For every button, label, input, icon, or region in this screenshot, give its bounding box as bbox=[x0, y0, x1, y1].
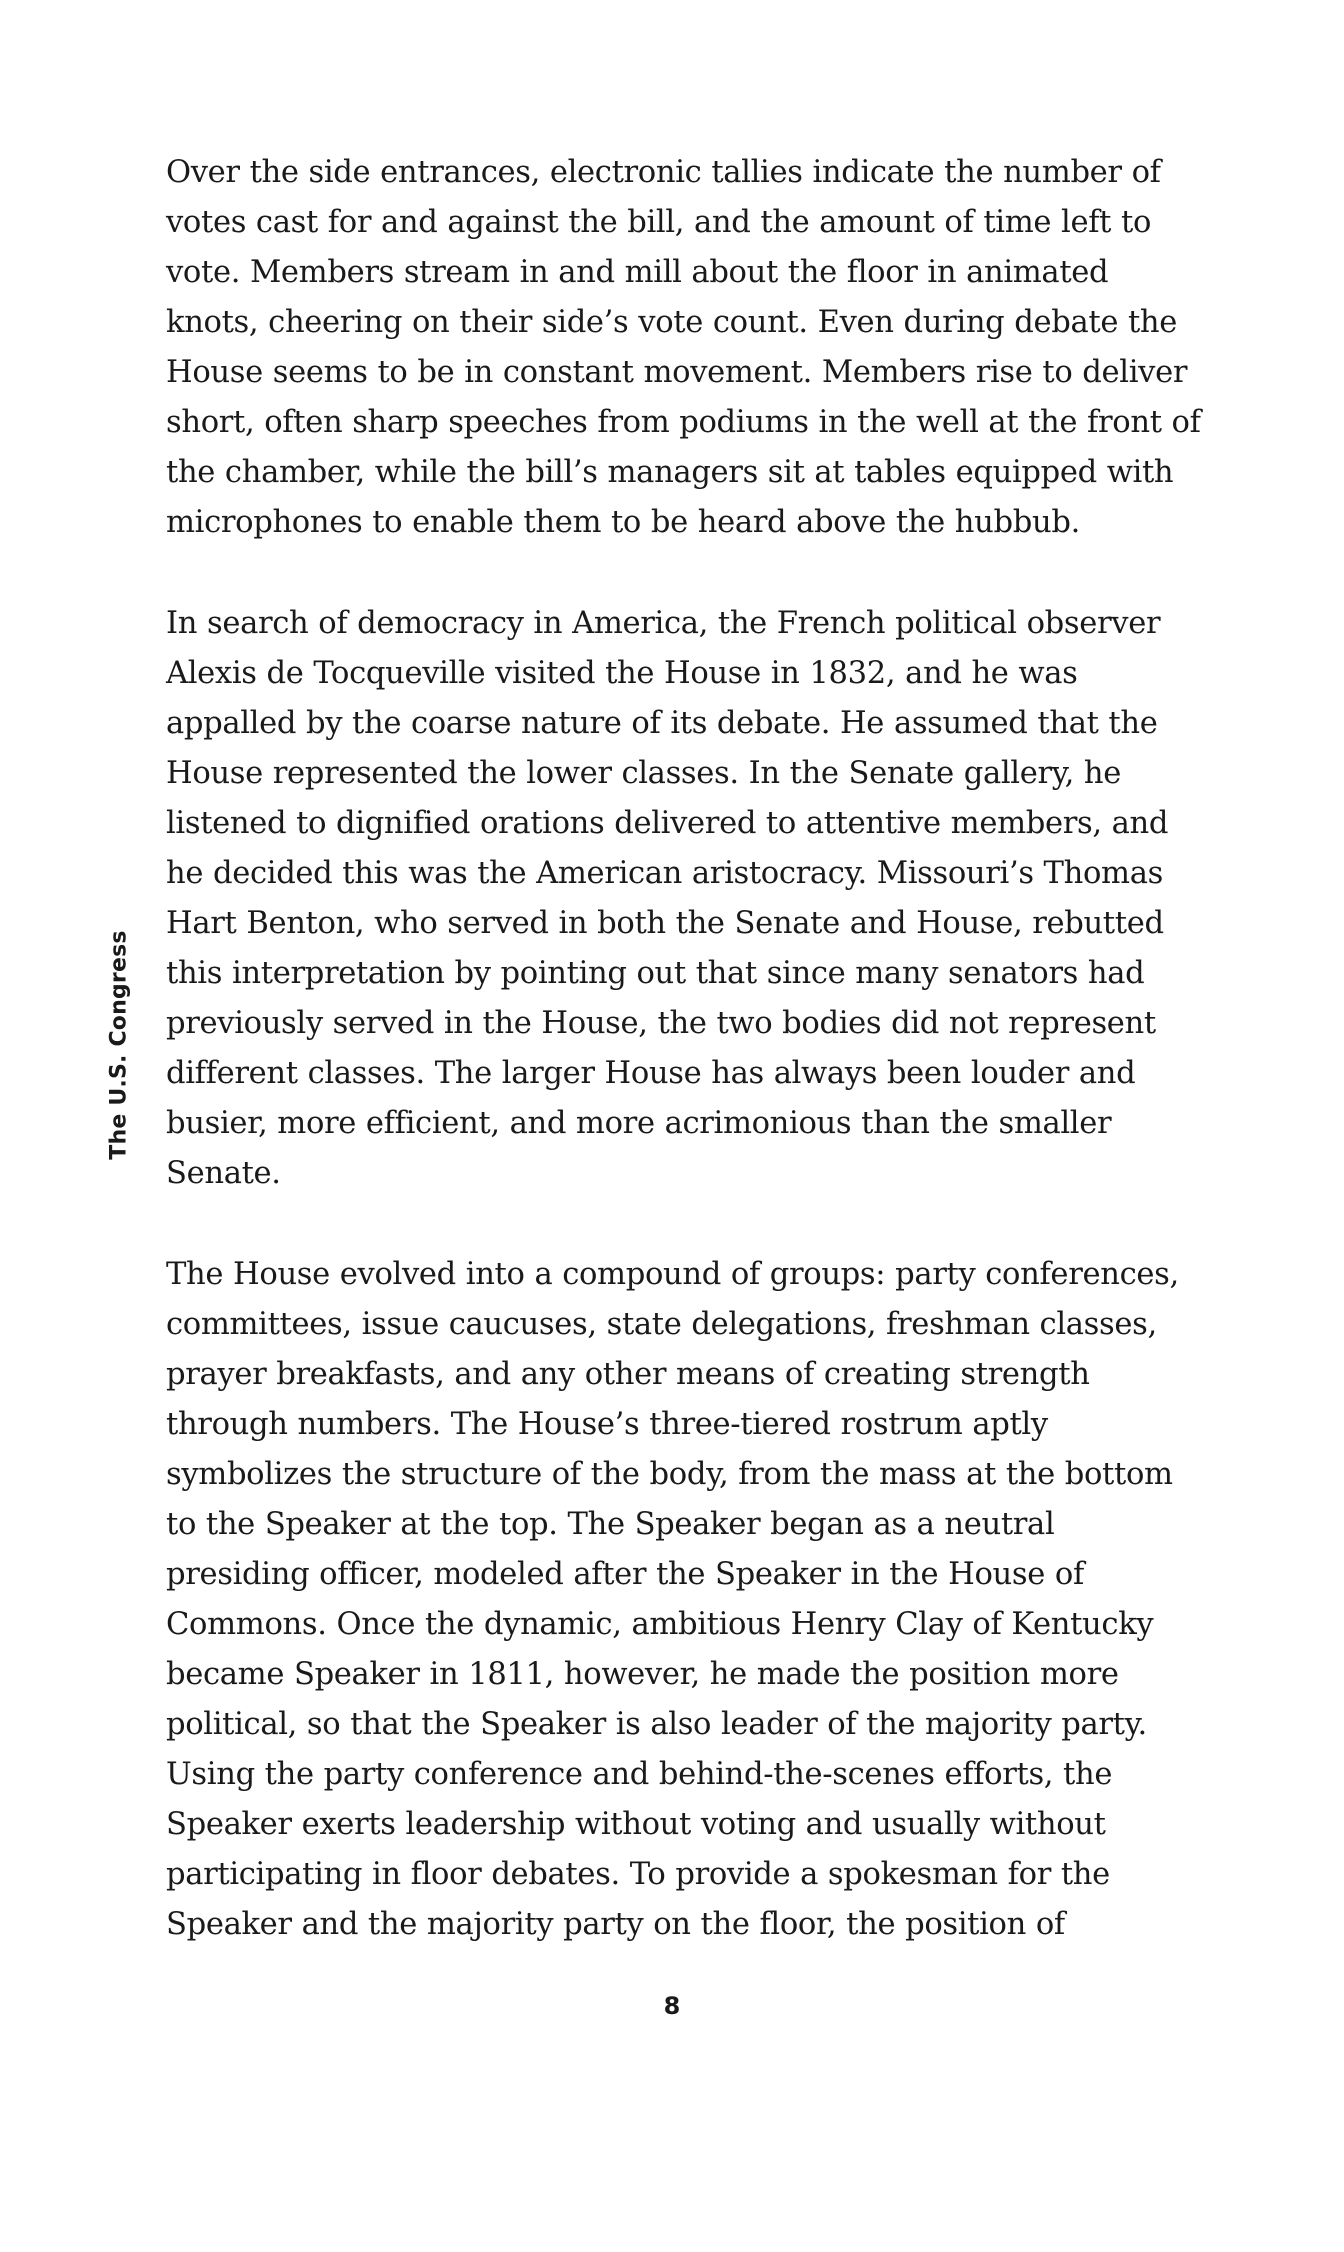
page-number: 8 bbox=[663, 1992, 681, 2020]
paragraph-house-floor: Over the side entrances, electronic tallies indicate the number of votes cast for and against the bill, and the amount of time left to vote. Members stream in and mill about the floor in animated knots, cheering on their side’s vote count. Even during debate the House seems to be in constant movement. Members rise to deliver short, often sharp speeches from podiums in the well at the front of the chamber, while the bill’s managers sit at tables equipped with microphones to enable them to be heard above the hubbub. bbox=[166, 155, 1201, 540]
paragraph-tocqueville: In search of democracy in America, the French political observer Alexis de Tocqueville visited the House in 1832, and he was appalled by the coarse nature of its debate. He assumed that the House represented the lower classes. In the Senate gallery, he listened to dignified orations delivered to attentive members, and he decided this was the American aristocracy. Missouri’s Thomas Hart Benton, who served in both the Senate and House, rebutted this interpretation by pointing out that since many senators had previously served in the House, the two bodies did not represent different classes. The larger House has always been louder and busier, more efficient, and more acrimonious than the smaller Senate. bbox=[166, 606, 1169, 1191]
running-head: The U.S. Congress bbox=[106, 930, 132, 1160]
paragraph-house-groups: The House evolved into a compound of groups: party conferences, committees, issue caucuses, state delegations, freshman classes, prayer breakfasts, and any other means of creating strength through numbers. The House’s three-tiered rostrum aptly symbolizes the structure of the body, from the mass at the bottom to the Speaker at the top. The Speaker began as a neutral presiding officer, modeled after the Speaker in the House of Commons. Once the dynamic, ambitious Henry Clay of Kentucky became Speaker in 1811, however, he made the position more political, so that the Speaker is also leader of the majority party. Using the party conference and behind-the-scenes efforts, the Speaker exerts leadership without voting and usually without participating in floor debates. To provide a spokesman for the Speaker and the majority party on the floor, the position of bbox=[166, 1257, 1179, 1942]
body-text bbox=[166, 148, 1206, 2001]
